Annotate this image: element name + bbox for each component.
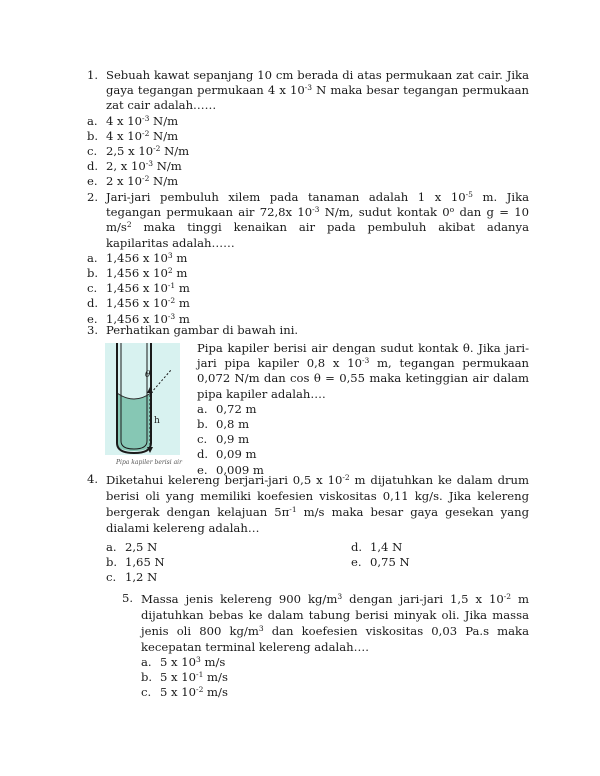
question-number: 3. (87, 323, 99, 337)
options-list (87, 251, 529, 327)
option-text: 0,09 m (216, 447, 257, 462)
option-letter: a. (141, 655, 152, 669)
option-text: 5 x $10^{-1}$ m/s (160, 670, 228, 685)
option-letter: d. (87, 159, 99, 174)
option-letter: d. (197, 447, 209, 462)
options-list (87, 114, 529, 190)
option-letter: d. (87, 296, 99, 311)
option-letter: a. (87, 250, 98, 265)
option (87, 251, 529, 266)
option-text: 2,5 x $10^{-2}$ N/m (106, 144, 190, 159)
option-letter: c. (141, 685, 152, 700)
height-label: h (154, 416, 160, 426)
capillary-tube-diagram (105, 343, 180, 455)
option-letter: a. (106, 540, 117, 554)
option-letter: b. (197, 417, 209, 432)
option (197, 447, 529, 462)
option-text: 2,5 N (125, 540, 158, 554)
question-intro: Perhatikan gambar di bawah ini. (106, 323, 299, 337)
option-text: 1,456 x $10^{-1}$ m (106, 281, 190, 296)
question-text: Massa jenis kelereng 900 $kg/m^3$ dengan jari-jari 1,5 x $10^{-2}$ m dijatuhkan bebas ke dalam tabung berisi minyak oli. Jika massa jenis oli 800 $kg/m^3$ dan koefesien viskositas 0,03 Pa.s maka kecepatan terminal kelereng adalah…. (141, 592, 530, 654)
option-text: 2, x $10^{-3}$ N/m (106, 159, 182, 174)
option-text: 1,65 N (125, 555, 165, 570)
option (197, 402, 529, 417)
question-text: Diketahui kelereng berjari-jari 0,5 x $10^{-2}$ m dijatuhkan ke dalam drum berisi oli yang memiliki koefesien viskositas 0,11 kg/s. Jika kelereng bergerak dengan kelajuan $5\pi^{-1}$ m/s maka besar gaya gesekan yang dialami kelereng adalah… (106, 473, 530, 535)
option-text: 1,456 x $10^{-3}$ m (106, 311, 190, 326)
option-letter: b. (87, 266, 99, 281)
option (87, 266, 529, 281)
option-text: 0,72 m (216, 401, 257, 416)
option (106, 555, 351, 570)
option-text: 4 x $10^{-2}$ N/m (106, 128, 179, 143)
option-letter: c. (87, 144, 98, 159)
question-text: Pipa kapiler berisi air dengan sudut kontak θ. Jika jari-jari pipa kapiler 0,8 x $10^{-3}$ m, tegangan permukaan 0,072 N/m dan cos θ = 0,55 maka ketinggian air dalam pipa kapiler adalah…. (197, 341, 529, 401)
option-letter: c. (106, 570, 117, 585)
option-text: 0,009 m (216, 462, 264, 477)
option-text: 0,75 N (370, 555, 410, 570)
option (141, 655, 529, 670)
question-4-options (106, 540, 521, 586)
option (87, 296, 529, 311)
option-letter: d. (351, 540, 363, 554)
option (197, 432, 529, 447)
question-number: 4. (87, 472, 99, 486)
question-text: Jari-jari pembuluh xilem pada tanaman adalah 1 x $10^{-5}$ m. Jika tegangan permukaan air 72,8x $10^{-3}$ N/m, sudut kontak 0$^o$ dan g = 10 $m/s^2$ maka tinggi kenaikan air pada pembuluh akibat adanya kapilaritas adalah…… (106, 190, 530, 250)
option-text: 1,456 x $10^3$ m (106, 250, 188, 265)
option (87, 114, 529, 129)
contact-angle-line (151, 370, 171, 393)
question-number: 2. (87, 190, 99, 204)
option (351, 555, 521, 570)
options-list (122, 655, 529, 701)
option-text: 1,456 x $10^{-2}$ m (106, 296, 190, 311)
question-text: Sebuah kawat sepanjang 10 cm berada di atas permukaan zat cair. Jika gaya tegangan permukaan 4 x $10^{-3}$ N maka besar tegangan permukaan zat cair adalah…… (106, 68, 529, 113)
option-text: 5 x $10^{-2}$ m/s (160, 685, 228, 700)
question-3 (197, 341, 529, 478)
question-2 (87, 190, 529, 327)
option (87, 174, 529, 189)
option-text: 0,8 m (216, 417, 250, 432)
question-3-intro (87, 323, 529, 338)
option-letter: e. (197, 462, 208, 477)
capillary-tube-figure (105, 343, 180, 455)
option-letter: c. (87, 281, 98, 296)
option-letter: a. (87, 113, 98, 128)
option-letter: e. (351, 555, 362, 570)
option-letter: e. (87, 174, 98, 189)
question-number: 1. (87, 68, 99, 82)
option (87, 129, 529, 144)
option (87, 159, 529, 174)
options-list (197, 402, 529, 478)
height-arrow-up (147, 387, 153, 393)
option-text: 5 x $10^3$ m/s (160, 655, 226, 669)
question-5 (122, 591, 529, 701)
option (87, 144, 529, 159)
option-letter: a. (197, 401, 208, 416)
question-number: 5. (122, 591, 134, 605)
option (87, 281, 529, 296)
option-text: 0,9 m (216, 432, 250, 447)
option (351, 540, 521, 555)
option-text: 4 x $10^{-3}$ N/m (106, 113, 179, 128)
option-text: 2 x $10^{-2}$ N/m (106, 174, 179, 189)
option-letter: b. (141, 670, 153, 685)
figure-caption: Pipa kapiler berisi air (116, 459, 182, 466)
theta-label: θ (145, 370, 151, 380)
option (141, 670, 529, 685)
water-column (117, 393, 151, 451)
option-text: 1,456 x $10^2$ m (106, 266, 188, 281)
option-letter: e. (87, 311, 98, 326)
option-letter: b. (106, 555, 118, 570)
question-4 (87, 472, 529, 536)
option-text: 1,4 N (370, 540, 403, 554)
option-letter: b. (87, 128, 99, 143)
option (197, 417, 529, 432)
option (106, 540, 351, 555)
option-letter: c. (197, 432, 208, 447)
option-text: 1,2 N (125, 570, 158, 585)
option (106, 570, 351, 585)
question-1 (87, 68, 529, 190)
option (141, 685, 529, 700)
